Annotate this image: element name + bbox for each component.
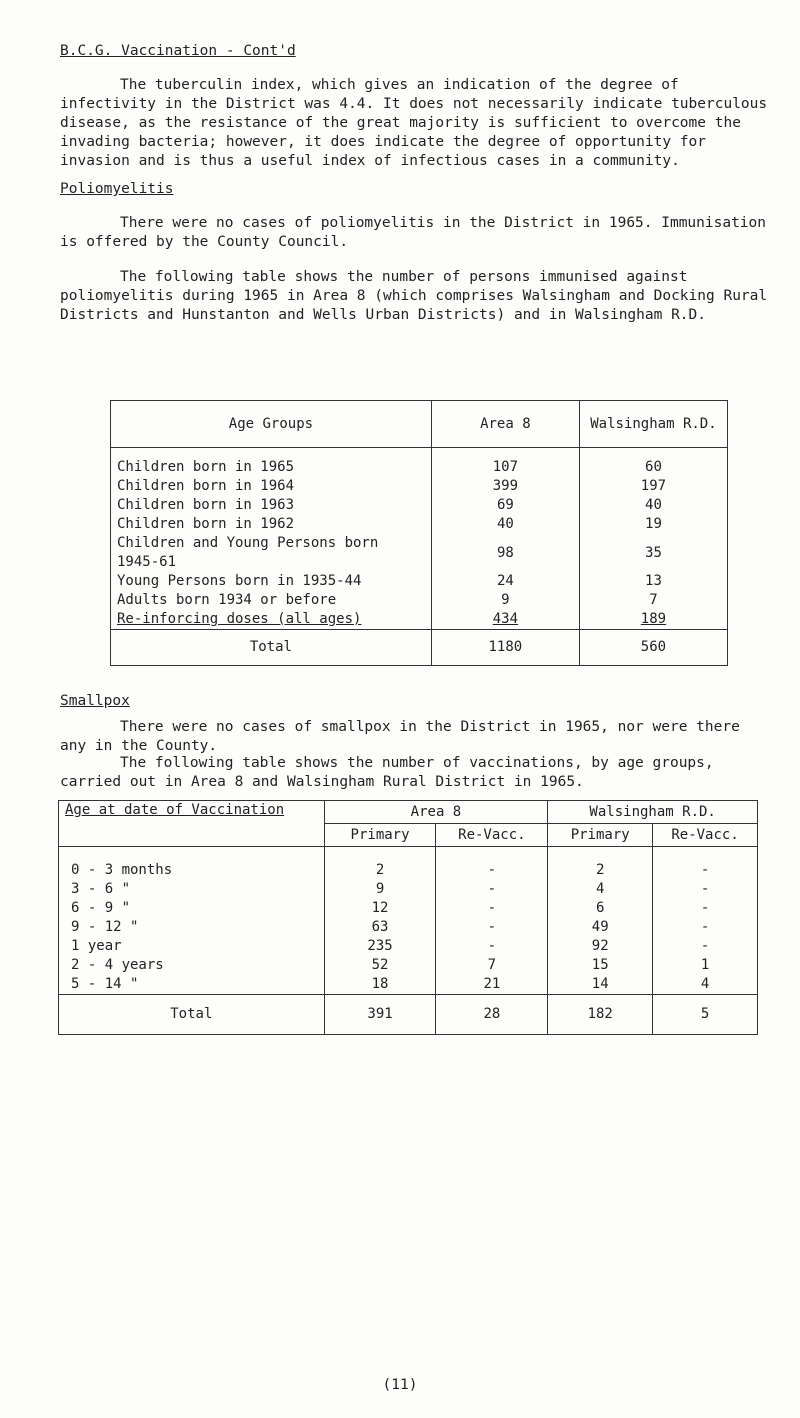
cell: 2 xyxy=(324,847,436,881)
row-label: 1 year xyxy=(71,938,122,954)
cell: 92 xyxy=(548,937,653,956)
cell: 7 xyxy=(436,956,548,975)
row-label: Children born in 1962 xyxy=(117,516,295,532)
polio-paragraph-2: The following table shows the number of persons immunised against poliomyelitis during 1965 in Area 8 (which comprises Walsingham and Docking Rural Districts and Hunstanton and Wells Urban Districts) and in Walsingham R.D. xyxy=(60,269,768,323)
cell: - xyxy=(436,847,548,881)
cell-wrd: 19 xyxy=(579,515,727,534)
page-header: B.C.G. Vaccination - Cont'd xyxy=(60,43,296,59)
polio-immunisation-table xyxy=(110,400,728,666)
cell-area8: 69 xyxy=(431,496,579,515)
cell: 9 xyxy=(324,880,436,899)
row-label: 3 - 6 " xyxy=(71,881,131,897)
cell-wrd: 7 xyxy=(579,591,727,610)
col-group-area-8: Area 8 xyxy=(324,801,548,824)
cell: 4 xyxy=(653,975,758,995)
col-age-at-vaccination: Age at date of Vaccination xyxy=(59,801,325,847)
total-row xyxy=(59,995,758,1035)
polio-paragraph-1: There were no cases of poliomyelitis in the District in 1965. Immunisation is offered by the County Council. xyxy=(60,215,767,250)
total-row xyxy=(111,630,728,666)
row-label: Re-inforcing doses (all ages) xyxy=(111,610,432,630)
smallpox-paragraph-1: There were no cases of smallpox in the District in 1965, nor were there any in the County. xyxy=(60,719,740,754)
cell-area8: 434 xyxy=(431,610,579,630)
cell-wrd: 35 xyxy=(579,534,727,572)
cell-area8: 24 xyxy=(431,572,579,591)
cell-wrd: 60 xyxy=(579,448,727,478)
cell: - xyxy=(436,918,548,937)
cell-area8: 9 xyxy=(431,591,579,610)
total-cell: 391 xyxy=(324,995,436,1035)
table-group-header-row xyxy=(59,801,758,824)
row-label: Adults born 1934 or before xyxy=(117,592,337,608)
smallpox-vaccination-table xyxy=(58,800,758,1035)
cell-area8: 399 xyxy=(431,477,579,496)
row-label: 9 - 12 " xyxy=(71,919,139,935)
cell: 14 xyxy=(548,975,653,995)
cell: 12 xyxy=(324,899,436,918)
tuberculin-paragraph: The tuberculin index, which gives an indication of the degree of infectivity in the District was 4.4. It does not necessarily indicate tuberculous disease, as the resistance of the great majority is sufficient to overcome the invading bacteria; however, it does indicate the degree of opportunity for invasion and is thus a useful index of infectious cases in a community. xyxy=(60,77,768,169)
row-label: 0 - 3 months xyxy=(71,862,173,878)
poliomyelitis-heading: Poliomyelitis xyxy=(60,181,174,197)
row-label: 5 - 14 " xyxy=(59,975,325,995)
cell: 21 xyxy=(436,975,548,995)
cell-wrd: 13 xyxy=(579,572,727,591)
row-label: 2 - 4 years xyxy=(71,957,164,973)
row-label: Young Persons born in 1935-44 xyxy=(117,573,362,589)
col-wrd-primary: Primary xyxy=(548,824,653,847)
total-label: Total xyxy=(170,1006,213,1022)
cell: - xyxy=(436,880,548,899)
cell: 52 xyxy=(324,956,436,975)
cell: - xyxy=(653,880,758,899)
row-label: Children born in 1963 xyxy=(117,497,295,513)
total-cell: 5 xyxy=(653,995,758,1035)
cell: 18 xyxy=(324,975,436,995)
smallpox-heading: Smallpox xyxy=(60,693,130,709)
cell: - xyxy=(653,847,758,881)
cell-wrd: 189 xyxy=(579,610,727,630)
cell: 235 xyxy=(324,937,436,956)
cell: 63 xyxy=(324,918,436,937)
row-label: Children born in 1965 xyxy=(117,459,295,475)
col-area8-revacc: Re-Vacc. xyxy=(436,824,548,847)
col-walsingham: Walsingham R.D. xyxy=(579,401,727,448)
table-header-row xyxy=(111,401,728,448)
cell: 4 xyxy=(548,880,653,899)
cell: 1 xyxy=(653,956,758,975)
cell: - xyxy=(653,918,758,937)
cell: - xyxy=(436,937,548,956)
cell-wrd: 40 xyxy=(579,496,727,515)
cell: - xyxy=(436,899,548,918)
cell-area8: 98 xyxy=(431,534,579,572)
cell-area8: 40 xyxy=(431,515,579,534)
col-area-8: Area 8 xyxy=(431,401,579,448)
row-label: Children born in 1964 xyxy=(117,478,295,494)
col-group-walsingham: Walsingham R.D. xyxy=(548,801,758,824)
page-number: (11) xyxy=(382,1377,418,1393)
cell: 15 xyxy=(548,956,653,975)
smallpox-paragraph-2: The following table shows the number of vaccinations, by age groups, carried out in Area 8 and Walsingham Rural District in 1965. xyxy=(60,755,714,790)
cell: - xyxy=(653,937,758,956)
col-age-groups: Age Groups xyxy=(111,401,432,448)
cell: 2 xyxy=(548,847,653,881)
row-label: 6 - 9 " xyxy=(71,900,131,916)
total-cell: 182 xyxy=(548,995,653,1035)
cell: 49 xyxy=(548,918,653,937)
total-wrd: 560 xyxy=(579,630,727,666)
col-area8-primary: Primary xyxy=(324,824,436,847)
cell: - xyxy=(653,899,758,918)
row-label: Children and Young Persons born 1945-61 xyxy=(117,535,379,570)
total-cell: 28 xyxy=(436,995,548,1035)
cell-wrd: 197 xyxy=(579,477,727,496)
total-label: Total xyxy=(249,639,292,655)
cell: 6 xyxy=(548,899,653,918)
col-wrd-revacc: Re-Vacc. xyxy=(653,824,758,847)
total-area8: 1180 xyxy=(431,630,579,666)
cell-area8: 107 xyxy=(431,448,579,478)
